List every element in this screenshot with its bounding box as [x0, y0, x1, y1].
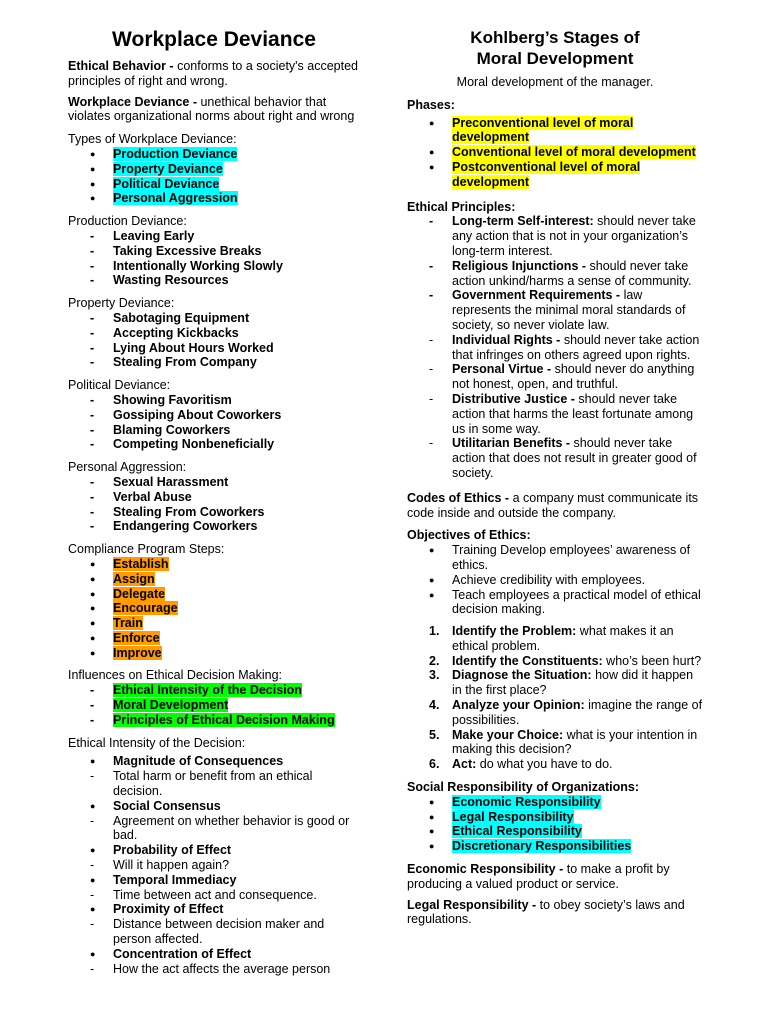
step-number: 3. — [429, 668, 440, 683]
term: Codes of Ethics - — [407, 490, 510, 505]
definition: conforms to a society's accepted principles of right and wrong. — [68, 59, 359, 88]
list-item — [68, 917, 360, 947]
item-text: Establish — [113, 556, 169, 571]
dash-icon — [90, 505, 104, 520]
types-list — [68, 147, 360, 206]
dash-icon — [90, 962, 104, 977]
production-heading: Production Deviance: — [68, 214, 187, 229]
bullet-icon — [429, 160, 443, 176]
dash-icon — [90, 311, 104, 326]
list-item — [407, 810, 703, 825]
item-text: Moral Development — [113, 698, 229, 713]
dash-icon — [90, 698, 104, 713]
list-item — [407, 392, 703, 436]
list-item — [68, 902, 360, 917]
list-item — [68, 311, 360, 326]
dash-icon — [90, 273, 104, 288]
influences-list — [68, 683, 360, 727]
item-text: Ethical Responsibility — [452, 824, 582, 839]
term: Workplace Deviance - — [68, 94, 197, 109]
item-def: what makes it an ethical problem. — [452, 624, 674, 653]
item-term: Act: — [452, 757, 477, 772]
right-title-line2: Moral Development — [476, 49, 634, 68]
political-heading: Political Deviance: — [68, 378, 171, 393]
bullet-icon — [90, 191, 104, 207]
bullet-icon — [90, 162, 104, 178]
item-def: how did it happen in the first place? — [452, 668, 694, 698]
list-item — [68, 601, 360, 616]
list-item — [68, 408, 360, 423]
right-title — [407, 27, 703, 69]
legal-responsibility-definition — [407, 898, 703, 928]
compliance-heading: Compliance Program Steps: — [68, 542, 225, 557]
list-item — [407, 728, 703, 758]
list-item — [68, 646, 360, 661]
dash-icon — [429, 392, 443, 407]
dash-icon — [90, 519, 104, 534]
dash-icon — [429, 214, 443, 229]
list-item — [68, 519, 360, 534]
item-term: Government Requirements - — [452, 288, 621, 303]
list-item — [68, 631, 360, 646]
economic-responsibility-definition — [407, 862, 703, 892]
bullet-icon — [90, 587, 104, 603]
list-item — [407, 654, 703, 669]
item-text: Stealing From Company — [113, 355, 257, 370]
item-text: Sexual Harassment — [113, 474, 229, 489]
aggression-list — [68, 475, 360, 534]
item-term: Utilitarian Benefits - — [452, 436, 571, 451]
item-text: Personal Aggression — [113, 191, 238, 206]
list-item — [407, 824, 703, 839]
step-number: 2. — [429, 653, 440, 668]
item-text: Training Develop employees’ awareness of ethics. — [452, 543, 691, 572]
item-text: Sabotaging Equipment — [113, 310, 250, 325]
property-list — [68, 311, 360, 370]
item-text: Encourage — [113, 601, 178, 616]
list-item — [68, 273, 360, 288]
list-item — [68, 683, 360, 698]
item-text: Competing Nonbeneficially — [113, 437, 275, 452]
item-text: Achieve credibility with employees. — [452, 572, 646, 587]
list-item — [68, 713, 360, 728]
item-def: should never take action that infringes on others agreed upon rights. — [452, 332, 700, 362]
list-item — [68, 341, 360, 356]
item-def: should never take any action that is not in your organization’s long-term interest. — [452, 214, 696, 258]
item-text: Ethical Intensity of the Decision — [113, 683, 302, 698]
influences-heading: Influences on Ethical Decision Making: — [68, 668, 283, 683]
bullet-icon — [429, 824, 443, 840]
dash-icon — [90, 437, 104, 452]
bullet-icon — [429, 145, 443, 161]
item-text: Stealing From Coworkers — [113, 504, 265, 519]
list-item — [68, 259, 360, 274]
list-item — [68, 843, 360, 858]
ethical-behavior-definition — [68, 59, 360, 89]
item-desc: Total harm or benefit from an ethical decision. — [113, 769, 313, 799]
item-text: Assign — [113, 571, 155, 586]
step-number: 4. — [429, 698, 440, 713]
left-column — [68, 0, 360, 976]
item-text: Accepting Kickbacks — [113, 325, 239, 340]
decision-steps-list — [407, 624, 703, 772]
item-term: Identify the Problem: — [452, 624, 577, 639]
item-desc: Will it happen again? — [113, 858, 230, 873]
step-number: 6. — [429, 757, 440, 772]
dash-icon — [90, 393, 104, 408]
list-item — [68, 505, 360, 520]
dash-icon — [90, 490, 104, 505]
right-column — [407, 0, 703, 927]
dash-icon — [90, 326, 104, 341]
list-item — [68, 799, 360, 814]
phases-heading: Phases: — [407, 97, 455, 112]
definition: to obey society’s laws and regulations. — [407, 897, 685, 927]
item-def: do what you have to do. — [476, 757, 613, 772]
list-item — [68, 947, 360, 962]
item-desc: Distance between decision maker and person affected. — [113, 917, 325, 947]
item-term: Diagnose the Situation: — [452, 668, 592, 683]
item-def: law represents the minimal moral standards of society, so never violate law. — [452, 288, 686, 332]
item-def: what is your intention in making this decision? — [452, 727, 698, 757]
item-text: Delegate — [113, 586, 166, 601]
bullet-icon — [90, 601, 104, 617]
item-term: Analyze your Opinion: — [452, 698, 585, 713]
item-text: Discretionary Responsibilities — [452, 839, 632, 854]
list-item — [68, 244, 360, 259]
objectives-list — [407, 543, 703, 617]
item-text: Taking Excessive Breaks — [113, 243, 262, 258]
list-item — [407, 116, 703, 146]
list-item — [68, 423, 360, 438]
bullet-icon — [90, 147, 104, 163]
term: Economic Responsibility - — [407, 862, 564, 877]
dash-icon — [90, 769, 104, 784]
dash-icon — [90, 244, 104, 259]
list-item — [68, 557, 360, 572]
item-def: who’s been hurt? — [602, 653, 702, 668]
bullet-icon — [90, 799, 104, 815]
bullet-icon — [429, 573, 443, 589]
item-def: should never do anything not honest, open, and truthful. — [452, 362, 695, 392]
item-term: Personal Virtue - — [452, 362, 552, 377]
list-item — [407, 145, 703, 160]
list-item — [68, 191, 360, 206]
bullet-icon — [429, 795, 443, 811]
item-term: Individual Rights - — [452, 332, 561, 347]
page-title: Workplace Deviance — [112, 28, 316, 51]
dash-icon — [90, 229, 104, 244]
item-desc: Agreement on whether behavior is good or bad. — [113, 813, 350, 843]
codes-of-ethics — [407, 491, 703, 521]
dash-icon — [90, 475, 104, 490]
dash-icon — [90, 408, 104, 423]
item-term: Religious Injunctions - — [452, 258, 587, 273]
right-title-line1: Kohlberg’s Stages of — [470, 28, 640, 47]
item-def: imagine the range of possibilities. — [452, 698, 703, 727]
item-text: Enforce — [113, 630, 160, 645]
item-text: Conventional level of moral development — [452, 145, 696, 160]
item-term: Make your Choice: — [452, 727, 564, 742]
item-desc: How the act affects the average person — [113, 961, 331, 976]
list-item — [68, 177, 360, 192]
dash-icon — [90, 858, 104, 873]
item-text: Teach employees a practical model of ethical decision making. — [452, 587, 701, 617]
item-text: Verbal Abuse — [113, 489, 192, 504]
list-item — [68, 437, 360, 452]
list-item — [407, 214, 703, 258]
list-item — [407, 757, 703, 772]
dash-icon — [90, 341, 104, 356]
dash-icon — [429, 362, 443, 377]
bullet-icon — [90, 873, 104, 889]
item-title: Probability of Effect — [113, 843, 232, 858]
list-item — [68, 698, 360, 713]
compliance-list — [68, 557, 360, 661]
dash-icon — [90, 259, 104, 274]
item-text: Showing Favoritism — [113, 392, 232, 407]
item-text: Political Deviance — [113, 176, 220, 191]
item-text: Production Deviance — [113, 146, 238, 161]
bullet-icon — [90, 177, 104, 193]
item-title: Magnitude of Consequences — [113, 754, 284, 769]
list-item — [68, 147, 360, 162]
intensity-heading: Ethical Intensity of the Decision: — [68, 735, 246, 750]
dash-icon — [429, 288, 443, 303]
list-item — [407, 259, 703, 289]
political-list — [68, 393, 360, 452]
list-item — [407, 436, 703, 480]
production-list — [68, 229, 360, 288]
list-item — [68, 490, 360, 505]
dash-icon — [90, 814, 104, 829]
social-heading: Social Responsibility of Organizations: — [407, 780, 639, 795]
list-item — [407, 362, 703, 392]
list-item — [68, 814, 360, 844]
list-item — [68, 769, 360, 799]
item-text: Train — [113, 616, 143, 631]
bullet-icon — [90, 754, 104, 770]
item-term: Long-term Self-interest: — [452, 214, 594, 229]
objectives-heading: Objectives of Ethics: — [407, 528, 531, 543]
dash-icon — [90, 423, 104, 438]
dash-icon — [90, 888, 104, 903]
bullet-icon — [90, 557, 104, 573]
bullet-icon — [429, 588, 443, 604]
types-heading: Types of Workplace Deviance: — [68, 132, 237, 147]
item-text: Gossiping About Coworkers — [113, 407, 282, 422]
item-title: Proximity of Effect — [113, 902, 224, 917]
list-item — [68, 475, 360, 490]
term: Ethical Behavior - — [68, 59, 174, 73]
list-item — [68, 616, 360, 631]
principles-list — [407, 214, 703, 480]
bullet-icon — [90, 947, 104, 963]
dash-icon — [90, 917, 104, 932]
list-item — [68, 162, 360, 177]
item-term: Distributive Justice - — [452, 391, 575, 406]
bullet-icon — [90, 646, 104, 662]
list-item — [407, 624, 703, 654]
property-heading: Property Deviance: — [68, 296, 175, 311]
list-item — [407, 288, 703, 332]
list-item — [407, 795, 703, 810]
aggression-heading: Personal Aggression: — [68, 460, 187, 475]
social-list — [407, 795, 703, 854]
list-item — [407, 698, 703, 728]
item-term: Identify the Constituents: — [452, 653, 603, 668]
dash-icon — [429, 333, 443, 348]
item-text: Leaving Early — [113, 228, 195, 243]
list-item — [68, 873, 360, 888]
list-item — [68, 962, 360, 977]
item-def: should never take action that does not result in greater good of society. — [452, 436, 697, 480]
item-desc: Time between act and consequence. — [113, 887, 317, 902]
workplace-deviance-definition — [68, 95, 360, 125]
item-text: Legal Responsibility — [452, 809, 574, 824]
list-item — [407, 160, 703, 190]
bullet-icon — [90, 616, 104, 632]
item-text: Property Deviance — [113, 161, 223, 176]
dash-icon — [429, 436, 443, 451]
phases-list — [407, 116, 703, 190]
term: Legal Responsibility - — [407, 897, 537, 912]
bullet-icon — [90, 631, 104, 647]
list-item — [407, 668, 703, 698]
list-item — [68, 229, 360, 244]
list-item — [68, 858, 360, 873]
item-text: Wasting Resources — [113, 273, 229, 288]
list-item — [68, 572, 360, 587]
item-text: Endangering Coworkers — [113, 519, 258, 534]
bullet-icon — [429, 839, 443, 855]
list-item — [407, 573, 703, 588]
dash-icon — [429, 259, 443, 274]
dash-icon — [90, 683, 104, 698]
bullet-icon — [429, 810, 443, 826]
principles-heading: Ethical Principles: — [407, 199, 516, 214]
bullet-icon — [90, 572, 104, 588]
list-item — [407, 333, 703, 363]
list-item — [68, 587, 360, 602]
item-text: Principles of Ethical Decision Making — [113, 712, 335, 727]
bullet-icon — [429, 116, 443, 132]
step-number: 5. — [429, 727, 440, 742]
item-text: Lying About Hours Worked — [113, 340, 274, 355]
list-item — [407, 543, 703, 573]
item-title: Social Consensus — [113, 798, 221, 813]
item-text: Intentionally Working Slowly — [113, 258, 283, 273]
list-item — [407, 839, 703, 854]
dash-icon — [90, 355, 104, 370]
definition: unethical behavior that violates organizational norms about right and wrong — [68, 94, 355, 124]
list-item — [68, 355, 360, 370]
item-def: should never take action that harms the least fortunate among us in some way. — [452, 391, 694, 436]
step-number: 1. — [429, 624, 440, 639]
item-text: Economic Responsibility — [452, 794, 601, 809]
bullet-icon — [90, 902, 104, 918]
item-title: Temporal Immediacy — [113, 872, 237, 887]
item-def: should never take action unkind/harms a sense of community. — [452, 258, 692, 288]
definition: to make a profit by producing a valued product or service. — [407, 862, 670, 891]
item-text: Postconventional level of moral development — [452, 159, 641, 189]
bullet-icon — [429, 543, 443, 559]
item-text: Preconventional level of moral development — [452, 115, 634, 145]
list-item — [68, 754, 360, 769]
intensity-list — [68, 754, 360, 976]
item-text: Blaming Coworkers — [113, 422, 231, 437]
dash-icon — [90, 713, 104, 728]
item-title: Concentration of Effect — [113, 946, 252, 961]
list-item — [68, 326, 360, 341]
list-item — [68, 888, 360, 903]
definition: a company must communicate its code inside and outside the company. — [407, 490, 699, 520]
right-subtitle: Moral development of the manager. — [456, 75, 654, 89]
item-text: Improve — [113, 645, 162, 660]
list-item — [68, 393, 360, 408]
list-item — [407, 588, 703, 618]
bullet-icon — [90, 843, 104, 859]
